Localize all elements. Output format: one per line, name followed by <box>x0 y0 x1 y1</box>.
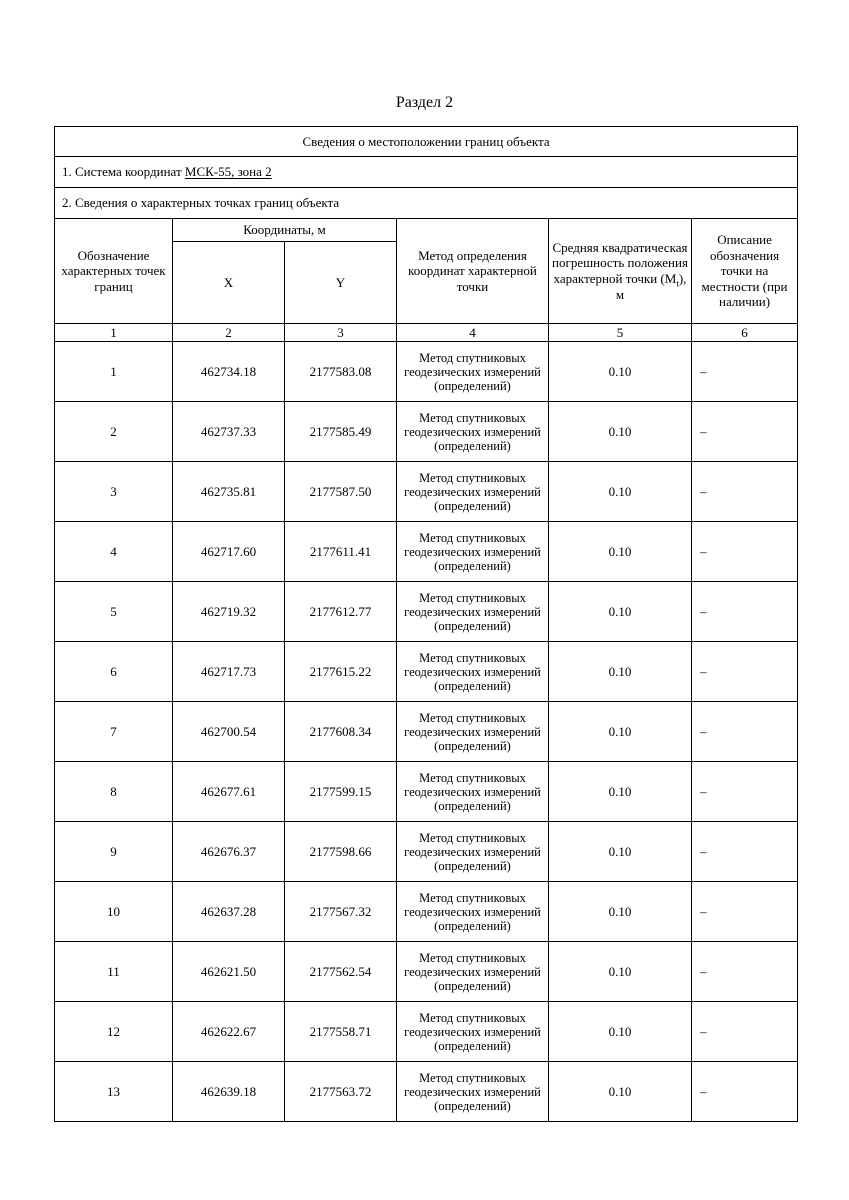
point-method: Метод спутниковых геодезических измерений (определений) <box>397 882 549 942</box>
point-y: 2177599.15 <box>285 762 397 822</box>
point-description: – <box>692 342 798 402</box>
coordinate-system-label: 1. Система координат <box>62 164 185 180</box>
table-row <box>55 702 798 762</box>
point-description: – <box>692 402 798 462</box>
header-description: Описание обозначения точки на местности (при наличии) <box>692 219 798 324</box>
point-y: 2177611.41 <box>285 522 397 582</box>
point-mse: 0.10 <box>549 822 692 882</box>
point-y: 2177612.77 <box>285 582 397 642</box>
point-y: 2177587.50 <box>285 462 397 522</box>
column-number-2: 2 <box>173 324 285 342</box>
point-mse: 0.10 <box>549 522 692 582</box>
point-mse: 0.10 <box>549 642 692 702</box>
point-mse: 0.10 <box>549 582 692 642</box>
point-method: Метод спутниковых геодезических измерений (определений) <box>397 1002 549 1062</box>
point-x: 462734.18 <box>173 342 285 402</box>
point-y: 2177608.34 <box>285 702 397 762</box>
point-description: – <box>692 882 798 942</box>
point-number: 8 <box>55 762 173 822</box>
table-row <box>55 582 798 642</box>
header-designation: Обозначение характерных точек границ <box>55 219 173 324</box>
table-row <box>55 402 798 462</box>
header-coordinates-group: Координаты, м <box>173 219 397 242</box>
page-title: Раздел 2 <box>395 94 454 111</box>
point-number: 5 <box>55 582 173 642</box>
point-mse: 0.10 <box>549 1062 692 1122</box>
point-description: – <box>692 1002 798 1062</box>
header-mse-suffix: ), м <box>615 271 687 302</box>
header-method: Метод определения координат характерной точки <box>397 219 549 324</box>
point-number: 3 <box>55 462 173 522</box>
point-number: 2 <box>55 402 173 462</box>
table-caption-row <box>55 127 798 157</box>
point-x: 462700.54 <box>173 702 285 762</box>
header-mse-subscript: t <box>676 278 679 289</box>
header-y: Y <box>285 242 397 324</box>
point-description: – <box>692 642 798 702</box>
point-number: 4 <box>55 522 173 582</box>
point-x: 462622.67 <box>173 1002 285 1062</box>
point-mse: 0.10 <box>549 942 692 1002</box>
point-number: 1 <box>55 342 173 402</box>
point-y: 2177558.71 <box>285 1002 397 1062</box>
point-x: 462717.73 <box>173 642 285 702</box>
point-number: 6 <box>55 642 173 702</box>
column-number-3: 3 <box>285 324 397 342</box>
column-number-4: 4 <box>397 324 549 342</box>
points-section-label: 2. Сведения о характерных точках границ объекта <box>55 188 798 219</box>
point-x: 462676.37 <box>173 822 285 882</box>
table-row <box>55 1002 798 1062</box>
point-x: 462719.32 <box>173 582 285 642</box>
header-mse-text: Средняя квадратическая погрешность положения характерной точки (М <box>552 239 688 286</box>
point-mse: 0.10 <box>549 402 692 462</box>
table-row <box>55 642 798 702</box>
boundary-points-table <box>54 126 798 1122</box>
table-row <box>55 522 798 582</box>
table-row <box>55 1062 798 1122</box>
point-y: 2177563.72 <box>285 1062 397 1122</box>
point-description: – <box>692 702 798 762</box>
point-y: 2177598.66 <box>285 822 397 882</box>
point-description: – <box>692 1062 798 1122</box>
point-method: Метод спутниковых геодезических измерений (определений) <box>397 762 549 822</box>
coordinate-system-row <box>55 157 798 188</box>
point-mse: 0.10 <box>549 342 692 402</box>
coordinate-system-value: МСК-55, зона 2 <box>184 164 272 180</box>
point-description: – <box>692 522 798 582</box>
point-description: – <box>692 762 798 822</box>
table-row <box>55 462 798 522</box>
column-number-5: 5 <box>549 324 692 342</box>
point-mse: 0.10 <box>549 1002 692 1062</box>
point-x: 462637.28 <box>173 882 285 942</box>
point-y: 2177567.32 <box>285 882 397 942</box>
point-description: – <box>692 582 798 642</box>
point-method: Метод спутниковых геодезических измерений (определений) <box>397 462 549 522</box>
point-mse: 0.10 <box>549 462 692 522</box>
column-numbers-row <box>55 324 798 342</box>
point-number: 11 <box>55 942 173 1002</box>
point-x: 462621.50 <box>173 942 285 1002</box>
table-caption: Сведения о местоположении границ объекта <box>55 127 798 157</box>
point-mse: 0.10 <box>549 882 692 942</box>
point-mse: 0.10 <box>549 702 692 762</box>
point-method: Метод спутниковых геодезических измерений (определений) <box>397 402 549 462</box>
point-mse: 0.10 <box>549 762 692 822</box>
point-x: 462677.61 <box>173 762 285 822</box>
point-description: – <box>692 822 798 882</box>
point-description: – <box>692 462 798 522</box>
point-number: 10 <box>55 882 173 942</box>
point-number: 12 <box>55 1002 173 1062</box>
point-number: 7 <box>55 702 173 762</box>
point-method: Метод спутниковых геодезических измерений (определений) <box>397 582 549 642</box>
point-y: 2177615.22 <box>285 642 397 702</box>
points-tbody <box>55 342 798 1122</box>
point-number: 9 <box>55 822 173 882</box>
table-row <box>55 342 798 402</box>
table-row <box>55 762 798 822</box>
point-y: 2177562.54 <box>285 942 397 1002</box>
point-method: Метод спутниковых геодезических измерений (определений) <box>397 822 549 882</box>
table-row <box>55 942 798 1002</box>
point-x: 462737.33 <box>173 402 285 462</box>
point-method: Метод спутниковых геодезических измерений (определений) <box>397 942 549 1002</box>
points-section-row <box>55 188 798 219</box>
point-x: 462639.18 <box>173 1062 285 1122</box>
header-mse <box>549 219 692 324</box>
table-row <box>55 822 798 882</box>
point-description: – <box>692 942 798 1002</box>
coordinate-system-cell <box>55 157 798 188</box>
point-y: 2177583.08 <box>285 342 397 402</box>
point-method: Метод спутниковых геодезических измерений (определений) <box>397 522 549 582</box>
header-x: X <box>173 242 285 324</box>
point-y: 2177585.49 <box>285 402 397 462</box>
point-method: Метод спутниковых геодезических измерений (определений) <box>397 1062 549 1122</box>
point-x: 462735.81 <box>173 462 285 522</box>
column-number-6: 6 <box>692 324 798 342</box>
point-method: Метод спутниковых геодезических измерений (определений) <box>397 642 549 702</box>
point-method: Метод спутниковых геодезических измерений (определений) <box>397 342 549 402</box>
point-method: Метод спутниковых геодезических измерений (определений) <box>397 702 549 762</box>
point-x: 462717.60 <box>173 522 285 582</box>
header-row-top <box>55 219 798 242</box>
point-number: 13 <box>55 1062 173 1122</box>
column-number-1: 1 <box>55 324 173 342</box>
table-row <box>55 882 798 942</box>
